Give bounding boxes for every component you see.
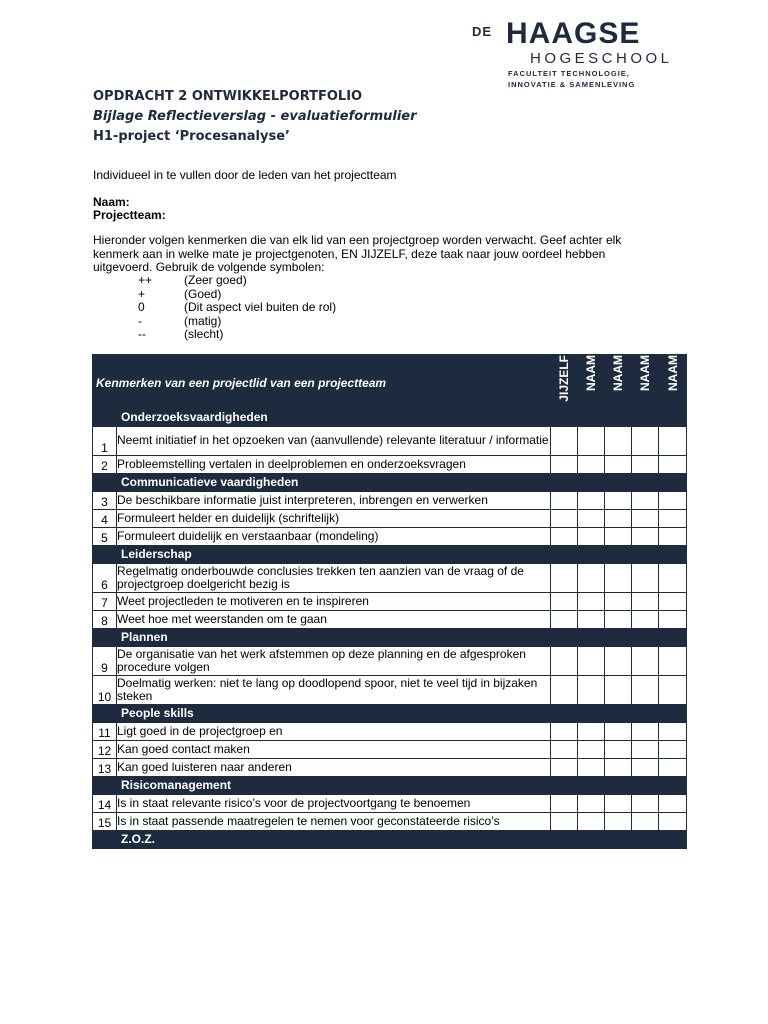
rating-cell[interactable]	[659, 794, 687, 812]
section-title: Plannen	[93, 628, 687, 646]
criterion-text: Weet projectleden te motiveren en te inspireren	[117, 592, 551, 610]
naam-label: Naam:	[93, 195, 130, 209]
logo-hogeschool: HOGESCHOOL	[530, 50, 673, 67]
rating-cell[interactable]	[578, 563, 605, 592]
logo-faculty-line1: FACULTEIT TECHNOLOGIE,	[508, 69, 630, 78]
row-number: 14	[93, 794, 117, 812]
criterion-text: Probleemstelling vertalen in deelproblemen en onderzoeksvragen	[117, 455, 551, 473]
rating-cell[interactable]	[632, 758, 659, 776]
rating-cell[interactable]	[605, 646, 632, 675]
rating-cell[interactable]	[605, 758, 632, 776]
table-row	[93, 563, 687, 592]
rating-cell[interactable]	[659, 426, 687, 455]
column-header-label: NAAM	[638, 355, 653, 391]
rating-cell[interactable]	[578, 527, 605, 545]
rating-cell[interactable]	[578, 455, 605, 473]
rating-cell[interactable]	[551, 426, 578, 455]
rating-cell[interactable]	[632, 675, 659, 704]
rating-cell[interactable]	[659, 646, 687, 675]
symbol: -	[138, 313, 142, 328]
rating-cell[interactable]	[551, 491, 578, 509]
symbol: --	[138, 327, 146, 341]
table-row	[93, 592, 687, 610]
rating-cell[interactable]	[551, 563, 578, 592]
title-line-2: Bijlage Reflectieverslag - evaluatieformulier	[93, 109, 417, 124]
rating-cell[interactable]	[551, 794, 578, 812]
criterion-text: Weet hoe met weerstanden om te gaan	[117, 610, 551, 628]
section-title: Communicatieve vaardigheden	[93, 473, 687, 491]
description-text: Hieronder volgen kenmerken die van elk lid van een projectgroep worden verwacht. Geef achter elk kenmerk aan in welke mate je projectgenoten, EN JIJZELF, deze taak naar jouw oordeel hebben uitgevoerd. Gebruik de volgende symbolen:	[93, 233, 622, 274]
rating-cell[interactable]	[659, 722, 687, 740]
criterion-text: Neemt initiatief in het opzoeken van (aanvullende) relevante literatuur / informatie	[117, 426, 551, 455]
rating-cell[interactable]	[578, 426, 605, 455]
criterion-text: Kan goed luisteren naar anderen	[117, 758, 551, 776]
rating-cell[interactable]	[605, 455, 632, 473]
rating-cell[interactable]	[632, 740, 659, 758]
rating-cell[interactable]	[578, 592, 605, 610]
rating-cell[interactable]	[632, 646, 659, 675]
rating-cell[interactable]	[659, 563, 687, 592]
rating-cell[interactable]	[659, 812, 687, 830]
criterion-text: Is in staat passende maatregelen te nemen voor geconstateerde risico’s	[117, 812, 551, 830]
table-row	[93, 426, 687, 455]
column-header	[578, 355, 605, 409]
table-row	[93, 646, 687, 675]
row-number: 3	[93, 491, 117, 509]
rating-cell[interactable]	[578, 509, 605, 527]
row-number: 15	[93, 812, 117, 830]
table-footer-row	[93, 830, 687, 848]
rating-cell[interactable]	[605, 426, 632, 455]
logo-haagse: HAAGSE	[506, 17, 641, 50]
logo-faculty-line2: INNOVATIE & SAMENLEVING	[508, 80, 636, 89]
column-header-label: JIJZELF	[557, 355, 572, 402]
table-row	[93, 509, 687, 527]
rating-cell[interactable]	[578, 610, 605, 628]
criterion-text: Formuleert helder en duidelijk (schriftelijk)	[117, 509, 551, 527]
title-line-3: H1-project ‘Procesanalyse’	[93, 129, 290, 144]
row-number: 6	[93, 563, 117, 592]
rating-cell[interactable]	[578, 491, 605, 509]
rating-cell[interactable]	[578, 794, 605, 812]
section-header-row	[93, 776, 687, 794]
rating-cell[interactable]	[605, 491, 632, 509]
row-number: 12	[93, 740, 117, 758]
symbol-meaning: (matig)	[184, 313, 222, 328]
rating-cell[interactable]	[659, 509, 687, 527]
section-title: People skills	[93, 704, 687, 722]
rating-cell[interactable]	[605, 722, 632, 740]
column-header-label: NAAM	[611, 355, 626, 391]
row-number: 13	[93, 758, 117, 776]
rating-cell[interactable]	[551, 722, 578, 740]
name-fields	[93, 196, 166, 222]
rating-cell[interactable]	[632, 491, 659, 509]
symbol-row	[138, 288, 336, 302]
row-number: 10	[93, 675, 117, 704]
evaluation-table	[92, 354, 687, 849]
table-row	[93, 740, 687, 758]
symbol-row	[138, 274, 336, 288]
column-header-label: NAAM	[584, 355, 599, 391]
rating-cell[interactable]	[632, 426, 659, 455]
section-header-row	[93, 473, 687, 491]
section-title: Risicomanagement	[93, 776, 687, 794]
rating-cell[interactable]	[551, 527, 578, 545]
rating-cell[interactable]	[605, 794, 632, 812]
rating-cell[interactable]	[632, 509, 659, 527]
rating-cell[interactable]	[632, 794, 659, 812]
rating-cell[interactable]	[659, 527, 687, 545]
rating-cell[interactable]	[632, 455, 659, 473]
row-number: 5	[93, 527, 117, 545]
rating-cell[interactable]	[551, 758, 578, 776]
rating-cell[interactable]	[605, 740, 632, 758]
row-number: 7	[93, 592, 117, 610]
rating-cell[interactable]	[551, 646, 578, 675]
criterion-text: Is in staat relevante risico’s voor de projectvoortgang te benoemen	[117, 794, 551, 812]
rating-cell[interactable]	[551, 812, 578, 830]
rating-cell[interactable]	[578, 675, 605, 704]
criterion-text: Ligt goed in de projectgroep en	[117, 722, 551, 740]
rating-cell[interactable]	[659, 675, 687, 704]
symbol-meaning: (Goed)	[184, 286, 222, 301]
rating-cell[interactable]	[551, 592, 578, 610]
rating-cell[interactable]	[551, 610, 578, 628]
rating-cell[interactable]	[605, 812, 632, 830]
table-row	[93, 491, 687, 509]
rating-cell[interactable]	[659, 455, 687, 473]
table-row	[93, 527, 687, 545]
rating-cell[interactable]	[551, 740, 578, 758]
table-row	[93, 794, 687, 812]
column-header-label: NAAM	[665, 355, 680, 391]
column-header	[551, 355, 578, 409]
rating-cell[interactable]	[578, 812, 605, 830]
rating-cell[interactable]	[632, 722, 659, 740]
row-number: 9	[93, 646, 117, 675]
row-number: 1	[93, 426, 117, 455]
rating-cell[interactable]	[659, 592, 687, 610]
symbol-meaning: (slecht)	[184, 327, 224, 341]
table-header-text: Kenmerken van een projectlid van een projectteam	[93, 355, 551, 409]
rating-cell[interactable]	[659, 610, 687, 628]
rating-cell[interactable]	[551, 509, 578, 527]
criterion-text: De beschikbare informatie juist interpreteren, inbrengen en verwerken	[117, 491, 551, 509]
rating-cell[interactable]	[659, 740, 687, 758]
table-row	[93, 675, 687, 704]
rating-cell[interactable]	[605, 509, 632, 527]
rating-cell[interactable]	[632, 527, 659, 545]
symbol-row	[138, 301, 336, 315]
column-header	[659, 355, 687, 409]
rating-cell[interactable]	[605, 592, 632, 610]
rating-cell[interactable]	[605, 527, 632, 545]
criterion-text: Regelmatig onderbouwde conclusies trekken ten aanzien van de vraag of de projectgroep doelgericht bezig is	[117, 563, 551, 592]
symbol: 0	[138, 300, 145, 314]
logo-de: DE	[472, 24, 493, 39]
row-number: 8	[93, 610, 117, 628]
column-header	[632, 355, 659, 409]
section-header-row	[93, 628, 687, 646]
rating-cell[interactable]	[659, 491, 687, 509]
row-number: 2	[93, 455, 117, 473]
section-header-row	[93, 704, 687, 722]
row-number: 11	[93, 722, 117, 740]
rating-cell[interactable]	[632, 592, 659, 610]
rating-cell[interactable]	[578, 646, 605, 675]
projectteam-label: Projectteam:	[93, 208, 166, 222]
section-title: Onderzoeksvaardigheden	[93, 408, 687, 426]
title-line-1: OPDRACHT 2 ONTWIKKELPORTFOLIO	[93, 89, 363, 104]
rating-cell[interactable]	[605, 675, 632, 704]
symbol: +	[138, 286, 146, 301]
symbol-meaning: (Dit aspect viel buiten de rol)	[184, 300, 337, 314]
table-row	[93, 812, 687, 830]
rating-cell[interactable]	[551, 675, 578, 704]
symbol-row	[138, 315, 336, 329]
symbol-legend	[138, 274, 336, 342]
section-title: Leiderschap	[93, 545, 687, 563]
criterion-text: De organisatie van het werk afstemmen op deze planning en de afgesproken procedure volgen	[117, 646, 551, 675]
section-header-row	[93, 408, 687, 426]
rating-cell[interactable]	[578, 740, 605, 758]
symbol-row	[138, 328, 336, 342]
rating-cell[interactable]	[551, 455, 578, 473]
criterion-text: Doelmatig werken: niet te lang op doodlopend spoor, niet te veel tijd in bijzaken steken	[117, 675, 551, 704]
row-number: 4	[93, 509, 117, 527]
column-header	[605, 355, 632, 409]
criterion-text: Kan goed contact maken	[117, 740, 551, 758]
table-row	[93, 455, 687, 473]
section-header-row	[93, 545, 687, 563]
table-footer-text: Z.O.Z.	[93, 830, 687, 848]
rating-cell[interactable]	[578, 758, 605, 776]
document-title-block	[93, 87, 417, 147]
rating-cell[interactable]	[632, 563, 659, 592]
rating-cell[interactable]	[605, 563, 632, 592]
rating-cell[interactable]	[605, 610, 632, 628]
table-header-row	[93, 355, 687, 409]
rating-cell[interactable]	[578, 722, 605, 740]
table-row	[93, 610, 687, 628]
criterion-text: Formuleert duidelijk en verstaanbaar (mondeling)	[117, 527, 551, 545]
symbol: ++	[138, 273, 153, 287]
table-row	[93, 758, 687, 776]
rating-cell[interactable]	[659, 758, 687, 776]
intro-text: Individueel in te vullen door de leden van het projectteam	[93, 168, 397, 182]
rating-cell[interactable]	[632, 812, 659, 830]
symbol-meaning: (Zeer goed)	[184, 273, 247, 287]
school-logo	[468, 17, 698, 92]
table-row	[93, 722, 687, 740]
rating-cell[interactable]	[632, 610, 659, 628]
